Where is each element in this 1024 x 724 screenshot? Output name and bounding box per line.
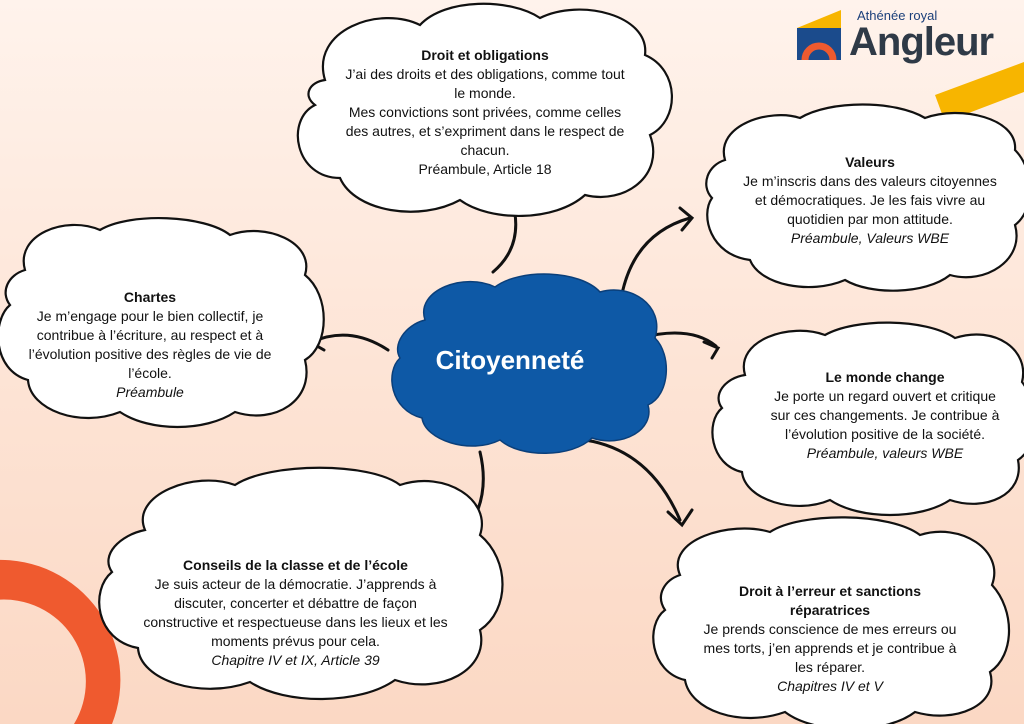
node-title: Valeurs	[845, 153, 895, 170]
logo-mark	[795, 8, 847, 66]
node-source: Chapitres IV et V	[777, 678, 883, 694]
node-line: le monde.	[454, 85, 516, 101]
node-line: moments prévus pour cela.	[211, 632, 380, 649]
node-line: l’école.	[128, 365, 172, 381]
node-line: J’ai des droits et des obligations, comme tout	[345, 66, 625, 82]
logo	[795, 6, 1005, 68]
node-title: Droit et obligations	[421, 47, 549, 63]
node-source: Préambule, Article 18	[418, 161, 552, 177]
node-line: Je porte un regard ouvert et critique	[774, 387, 996, 404]
node-line: Je m’inscris dans des valeurs citoyennes	[743, 172, 997, 189]
node-droit	[330, 45, 640, 180]
node-line: quotidien par mon attitude.	[787, 210, 953, 227]
node-line: mes torts, j’en apprends et je contribue à	[703, 640, 957, 656]
node-line: l’évolution positive des règles de vie de	[28, 346, 272, 362]
node-line: Mes convictions sont privées, comme celles	[348, 104, 622, 120]
arrow-to-erreur	[585, 440, 680, 520]
arrow-to-chartes	[312, 335, 388, 350]
node-line: l’évolution positive de la société.	[784, 425, 985, 442]
arrow-to-valeurs	[620, 218, 690, 305]
node-title-line2: réparatrices	[789, 602, 871, 618]
node-title: Le monde change	[825, 368, 945, 385]
node-line: des autres, et s’expriment dans le respect de	[345, 123, 625, 139]
node-source: Chapitre IV et IX, Article 39	[211, 651, 380, 668]
center-label: Citoyenneté	[435, 344, 585, 375]
node-line: contribue à l’écriture, au respect et à	[36, 327, 264, 343]
node-erreur	[670, 578, 990, 700]
node-monde	[740, 360, 1024, 470]
node-title: Conseils de la classe et de l’école	[183, 556, 408, 573]
node-line: Je m’engage pour le bien collectif, je	[36, 308, 264, 324]
node-line: constructive et respectueuse dans les lieux et les	[143, 613, 448, 630]
node-line: discuter, concerter et débattre de façon	[174, 594, 417, 611]
node-line: les réparer.	[794, 659, 866, 675]
node-conseils	[118, 550, 473, 675]
node-source: Préambule, Valeurs WBE	[790, 229, 950, 246]
node-valeurs	[725, 145, 1015, 255]
node-title: Chartes	[123, 289, 177, 305]
logo-small-text: Athénée royal	[857, 8, 938, 23]
node-line: sur ces changements. Je contribue à	[770, 406, 1000, 423]
node-line: Je prends conscience de mes erreurs ou	[703, 621, 957, 637]
node-line: et démocratiques. Je les fais vivre au	[754, 191, 986, 208]
logo-big-text: Angleur	[849, 20, 994, 64]
node-chartes	[5, 280, 295, 410]
node-line: Je suis acteur de la démocratie. J’apprends à	[154, 575, 437, 592]
node-line: chacun.	[460, 142, 510, 158]
node-title: Droit à l’erreur et sanctions	[738, 583, 922, 599]
node-source: Préambule	[116, 384, 184, 400]
node-source: Préambule, valeurs WBE	[806, 444, 964, 461]
